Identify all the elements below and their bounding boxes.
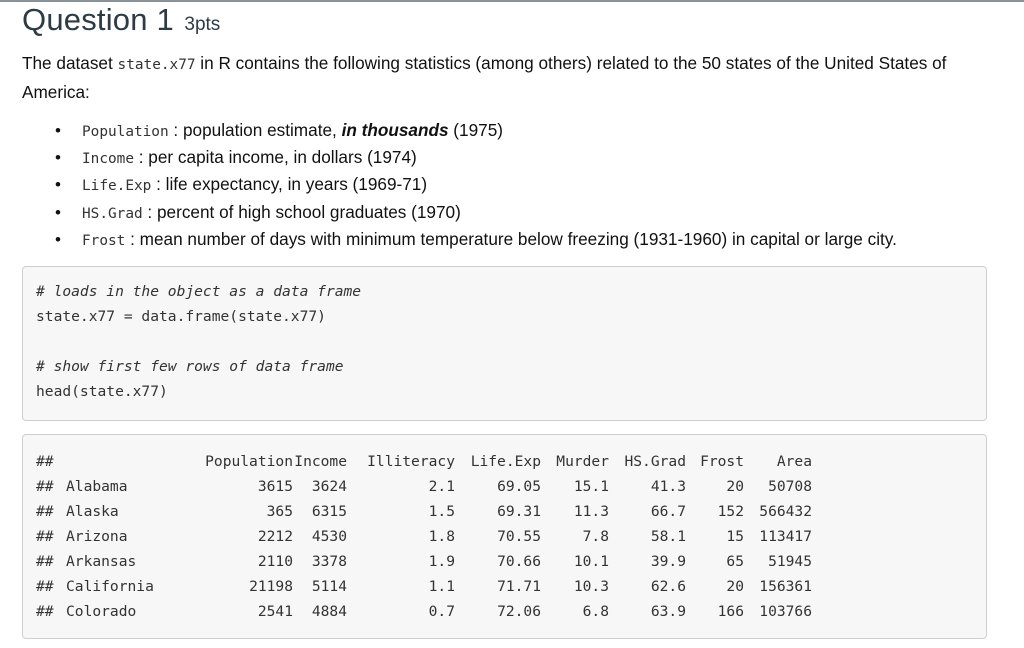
table-cell: 70.55: [497, 528, 541, 545]
code-line: state.x77 = data.frame(state.x77): [36, 308, 326, 325]
intro-text-2: in R contains the following statistics (among others) related to the 50 states of the United States of America:: [22, 53, 947, 102]
table-cell: 6315: [311, 503, 347, 520]
code-line: head(state.x77): [36, 383, 168, 400]
table-cell: 69.31: [497, 503, 541, 520]
table-cell: 2110: [257, 553, 293, 570]
table-cell: 103766: [759, 603, 812, 620]
table-header-row: [36, 453, 936, 473]
question-intro: [22, 50, 1002, 106]
question-points: 3pts: [184, 14, 221, 35]
table-cell: 0.7: [428, 603, 455, 620]
variable-name: Income: [82, 151, 134, 168]
table-cell: 71.71: [497, 578, 541, 595]
table-cell: 69.05: [497, 478, 541, 495]
column-header: Population: [205, 453, 293, 470]
table-cell: 5114: [311, 578, 347, 595]
list-item: [55, 117, 897, 144]
table-cell: 566432: [759, 503, 812, 520]
output-block[interactable]: [22, 434, 987, 639]
table-cell: 10.1: [573, 553, 609, 570]
table-cell: 58.1: [650, 528, 686, 545]
table-row: [36, 478, 936, 498]
table-cell: 152: [717, 503, 744, 520]
table-cell: 62.6: [650, 578, 686, 595]
intro-text-1: The dataset: [22, 53, 118, 73]
row-name: California: [66, 578, 154, 595]
table-row: [36, 528, 936, 548]
output-prefix: ##: [36, 578, 54, 595]
table-cell: 156361: [759, 578, 812, 595]
variable-name: Life.Exp: [82, 178, 152, 195]
table-cell: 1.9: [428, 553, 455, 570]
variable-desc: : percent of high school graduates (1970): [142, 201, 461, 222]
row-name: Alaska: [66, 503, 119, 520]
row-name: Alabama: [66, 478, 128, 495]
question-title: Question 1: [22, 2, 174, 37]
output-prefix: ##: [36, 553, 54, 570]
table-cell: 63.9: [650, 603, 686, 620]
table-cell: 2212: [257, 528, 293, 545]
output-prefix: ##: [36, 453, 54, 470]
table-cell: 72.06: [497, 603, 541, 620]
variable-list: [55, 117, 897, 253]
variable-desc: : population estimate,: [168, 120, 342, 140]
table-cell: 7.8: [582, 528, 609, 545]
table-cell: 1.8: [428, 528, 455, 545]
list-item: [55, 199, 897, 226]
variable-desc: : life expectancy, in years (1969-71): [151, 174, 428, 195]
table-cell: 2.1: [428, 478, 455, 495]
list-item: [55, 171, 897, 198]
table-cell: 21198: [249, 578, 293, 595]
table-cell: 1.1: [428, 578, 455, 595]
list-item: [55, 144, 897, 171]
variable-name: Frost: [82, 232, 126, 249]
table-row: [36, 603, 936, 623]
output-prefix: ##: [36, 478, 54, 495]
table-cell: 3378: [311, 553, 347, 570]
list-item: [55, 226, 897, 253]
table-cell: 70.66: [497, 553, 541, 570]
table-cell: 4530: [311, 528, 347, 545]
row-name: Colorado: [66, 603, 137, 620]
table-row: [36, 503, 936, 523]
table-row: [36, 553, 936, 573]
column-header: Life.Exp: [470, 453, 541, 470]
code-comment: # show first few rows of data frame: [36, 358, 344, 375]
table-cell: 50708: [768, 478, 812, 495]
intro-code-dataset: state.x77: [117, 57, 196, 73]
column-header: Frost: [700, 453, 744, 470]
table-cell: 41.3: [650, 478, 686, 495]
table-cell: 2541: [257, 603, 293, 620]
table-cell: 3615: [257, 478, 293, 495]
table-cell: 10.3: [573, 578, 609, 595]
variable-desc: : mean number of days with minimum temperature below freezing (1931-1960) in capital or large city.: [125, 228, 897, 249]
table-cell: 15: [726, 528, 744, 545]
table-cell: 365: [266, 503, 293, 520]
row-name: Arizona: [66, 528, 128, 545]
table-cell: 20: [726, 478, 744, 495]
table-cell: 66.7: [650, 503, 686, 520]
variable-name: Population: [82, 124, 169, 140]
table-cell: 3624: [311, 478, 347, 495]
table-cell: 20: [726, 578, 744, 595]
output-prefix: ##: [36, 503, 54, 520]
output-prefix: ##: [36, 528, 54, 545]
code-comment: # loads in the object as a data frame: [36, 283, 362, 300]
variable-desc: : per capita income, in dollars (1974): [133, 147, 417, 168]
question-header: [22, 2, 220, 38]
table-cell: 11.3: [573, 503, 609, 520]
code-block[interactable]: [22, 266, 987, 421]
table-cell: 113417: [759, 528, 812, 545]
column-header: Area: [776, 453, 812, 470]
column-header: HS.Grad: [624, 453, 686, 470]
row-name: Arkansas: [66, 553, 137, 570]
table-cell: 6.8: [582, 603, 609, 620]
table-cell: 1.5: [428, 503, 455, 520]
table-cell: 51945: [768, 553, 812, 570]
table-cell: 39.9: [650, 553, 686, 570]
variable-desc-tail: (1975): [448, 120, 503, 140]
output-prefix: ##: [36, 603, 54, 620]
table-row: [36, 578, 936, 598]
column-header: Income: [294, 453, 347, 470]
variable-name: HS.Grad: [82, 205, 143, 222]
variable-emphasis: in thousands: [341, 120, 449, 140]
table-cell: 166: [717, 603, 744, 620]
table-cell: 15.1: [573, 478, 609, 495]
column-header: Illiteracy: [367, 453, 455, 470]
table-cell: 65: [726, 553, 744, 570]
table-cell: 4884: [311, 603, 347, 620]
column-header: Murder: [556, 453, 609, 470]
